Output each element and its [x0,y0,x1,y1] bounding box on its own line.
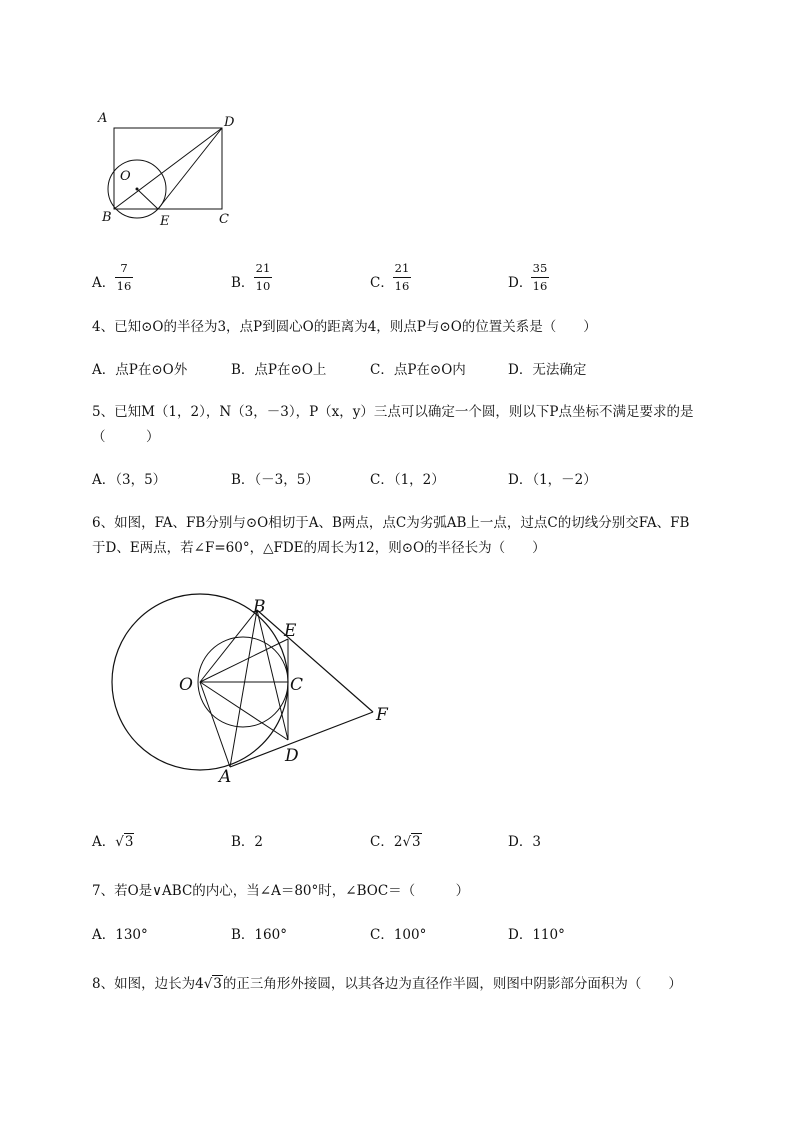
label-c: C [219,212,229,227]
figure-circle-tangents [105,592,405,792]
center-dot-o [136,188,139,191]
segment-oa [200,682,230,767]
q6-text-line2: 于D、E两点，若∠F=60°，△FDE的周长为12，则⊙O的半径长为（ ） [92,540,546,556]
label-f: F [376,705,388,725]
q7-option-a[interactable]: A．130° [92,927,148,943]
segment-ba [230,610,257,767]
q6-text-line1: 6、如图，FA、FB分别与⊙O相切于A、B两点，点C为劣弧AB上一点，过点C的切线分别交FA、FB [92,515,690,531]
label-b: B [253,597,266,617]
label-d: D [285,746,299,766]
q5-option-d[interactable]: D．（1，－2） [508,472,597,488]
tangent-af [230,712,373,767]
q7-option-b[interactable]: B．160° [231,927,287,943]
q7-option-d[interactable]: D．110° [508,927,565,943]
segment-ob [200,610,257,682]
label-a: A [98,111,108,126]
segment-oe [200,639,288,682]
q6-option-c[interactable]: C．2√3 [370,834,421,850]
label-o: O [120,169,131,184]
q6-option-d[interactable]: D．3 [508,834,541,850]
q5-option-b[interactable]: B．（－3，5） [231,472,319,488]
q6-option-b[interactable]: B．2 [231,834,264,850]
figure-rectangle-circle [92,105,252,235]
q5-option-c[interactable]: C．（1，2） [370,472,445,488]
q5-text-line1: 5、已知M（1，2），N（3，－3），P（x，y）三点可以确定一个圆，则以下P点坐标不满足要求的是 [92,404,694,420]
segment-oe [137,189,158,209]
q7-text: 7、若O是∨ABC的内心，当∠A＝80°时，∠BOC＝（ ） [92,883,470,899]
fraction: 21 10 [255,261,271,293]
tangent-bf [257,610,373,712]
q4-option-b[interactable]: B．点P在⊙O上 [231,362,327,378]
fraction: 21 16 [394,261,410,293]
q4-text: 4、已知⊙O的半径为3，点P到圆心O的距离为4，则点P与⊙O的位置关系是（ ） [92,319,597,335]
label-o: O [179,675,193,695]
label-b: B [102,210,112,225]
q8-text: 8、如图，边长为4√3的正三角形外接圆，以其各边为直径作半圆，则图中阴影部分面积为（ ） [92,976,682,992]
q5-text-line2: （ ） [92,429,160,445]
q4-option-a[interactable]: A．点P在⊙O外 [92,362,188,378]
fraction: 35 16 [532,261,548,293]
q5-option-a[interactable]: A．（3，5） [92,472,167,488]
q4-option-c[interactable]: C．点P在⊙O内 [370,362,466,378]
q6-option-a[interactable]: A．√3 [92,834,134,850]
label-c: C [290,675,304,695]
label-a: A [219,767,232,787]
segment-od [200,682,288,740]
label-d: D [224,115,235,130]
label-e: E [160,214,170,229]
q7-option-c[interactable]: C．100° [370,927,427,943]
q4-option-d[interactable]: D．无法确定 [508,362,587,378]
fraction: 7 16 [116,261,132,293]
label-e: E [284,621,297,641]
